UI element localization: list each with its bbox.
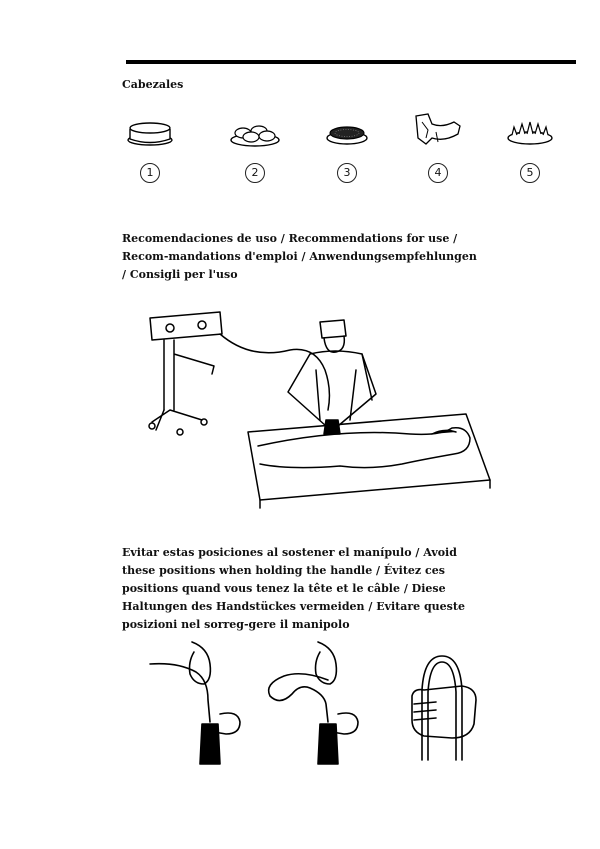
avoid-position-1-illustration [148, 640, 258, 765]
heads-heading: Cabezales [122, 78, 184, 91]
head-item-3 [317, 108, 377, 188]
avoid-positions-heading: Evitar estas posiciones al sostener el manípulo / Avoid these positions when holding the handle / Évitez ces positions quand vous tenez la tête et le câble / Diese Haltungen des Handstückes vermeiden / Evitare queste posizioni nel sorreg-gere il manipolo [122, 546, 465, 631]
heads-row [120, 108, 560, 188]
machine-body-icon [150, 312, 222, 340]
avoid-position-2-illustration [262, 640, 372, 765]
avoid-position-3-illustration [400, 640, 490, 765]
head-number-2: 2 [245, 163, 265, 183]
clip-head-icon [408, 108, 468, 153]
spiked-head-icon [500, 108, 560, 153]
recommendations-heading: Recomendaciones de uso / Recommendations for use / Recom-mandations d'emploi / Anwendungsempfehlungen / Consigli per l'uso [122, 232, 477, 281]
head-item-5 [500, 108, 560, 188]
smooth-disc-head-icon [120, 108, 180, 153]
textured-disc-head-icon [317, 108, 377, 153]
head-item-2 [225, 108, 285, 188]
head-item-4 [408, 108, 468, 188]
treatment-illustration [140, 310, 500, 510]
roller-head-icon [225, 108, 285, 153]
head-number-1: 1 [140, 163, 160, 183]
head-number-5: 5 [520, 163, 540, 183]
head-number-3: 3 [337, 163, 357, 183]
top-rule [126, 60, 576, 64]
head-item-1 [120, 108, 180, 188]
head-number-4: 4 [428, 163, 448, 183]
